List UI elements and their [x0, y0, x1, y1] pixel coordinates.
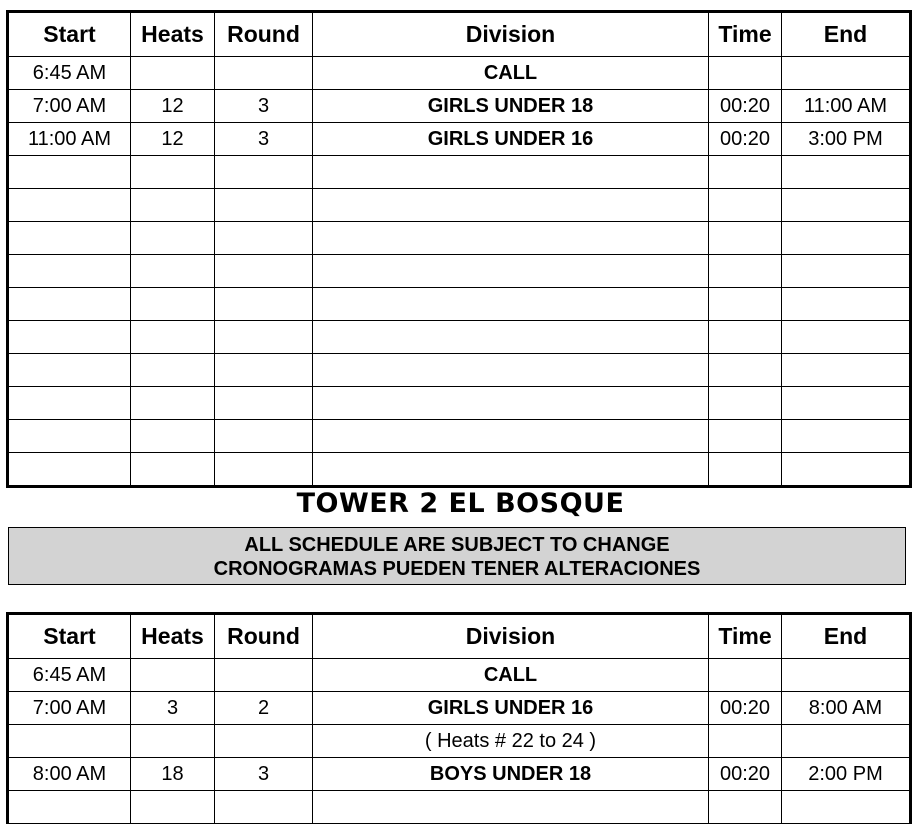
cell-start [9, 189, 131, 222]
cell-time [709, 57, 782, 90]
schedule-notice [8, 527, 906, 585]
cell-start [9, 387, 131, 420]
cell-round [215, 453, 313, 486]
notice-line-english: ALL SCHEDULE ARE SUBJECT TO CHANGE [244, 534, 670, 556]
cell-heats [131, 387, 215, 420]
cell-end [782, 387, 910, 420]
cell-heats: 12 [131, 123, 215, 156]
cell-start [9, 288, 131, 321]
table-row [9, 354, 910, 387]
cell-heats [131, 255, 215, 288]
cell-heats [131, 659, 215, 692]
cell-end [782, 321, 910, 354]
cell-end [782, 725, 910, 758]
cell-start: 7:00 AM [9, 692, 131, 725]
table-row [9, 222, 910, 255]
cell-round [215, 725, 313, 758]
cell-time [709, 387, 782, 420]
table-row [9, 156, 910, 189]
cell-heats [131, 420, 215, 453]
cell-division [313, 222, 709, 255]
cell-division: CALL [313, 659, 709, 692]
cell-round [215, 288, 313, 321]
cell-end [782, 791, 910, 824]
cell-time [709, 255, 782, 288]
cell-time [709, 725, 782, 758]
cell-round: 3 [215, 90, 313, 123]
cell-end [782, 659, 910, 692]
cell-end: 11:00 AM [782, 90, 910, 123]
cell-end [782, 189, 910, 222]
cell-time [709, 420, 782, 453]
header-heats: Heats [131, 13, 215, 57]
cell-division: ( Heats # 22 to 24 ) [313, 725, 709, 758]
cell-heats [131, 189, 215, 222]
cell-end: 2:00 PM [782, 758, 910, 791]
cell-division [313, 354, 709, 387]
cell-end [782, 222, 910, 255]
cell-round [215, 659, 313, 692]
cell-heats [131, 288, 215, 321]
table-row [9, 288, 910, 321]
cell-heats: 18 [131, 758, 215, 791]
table-row [9, 758, 910, 791]
cell-start [9, 255, 131, 288]
notice-line-spanish: CRONOGRAMAS PUEDEN TENER ALTERACIONES [213, 558, 701, 580]
table-row [9, 90, 910, 123]
cell-round [215, 420, 313, 453]
header-division: Division [313, 615, 709, 659]
cell-end [782, 420, 910, 453]
cell-heats [131, 156, 215, 189]
cell-end: 8:00 AM [782, 692, 910, 725]
cell-division [313, 453, 709, 486]
cell-heats [131, 791, 215, 824]
table-row [9, 387, 910, 420]
cell-time [709, 189, 782, 222]
header-round: Round [215, 615, 313, 659]
cell-start [9, 453, 131, 486]
cell-division: BOYS UNDER 18 [313, 758, 709, 791]
cell-start [9, 321, 131, 354]
cell-start: 8:00 AM [9, 758, 131, 791]
table-row [9, 725, 910, 758]
header-start: Start [9, 13, 131, 57]
cell-round [215, 255, 313, 288]
cell-time [709, 659, 782, 692]
cell-time [709, 791, 782, 824]
header-heats: Heats [131, 615, 215, 659]
cell-round: 3 [215, 123, 313, 156]
cell-division [313, 255, 709, 288]
cell-round: 3 [215, 758, 313, 791]
cell-division [313, 791, 709, 824]
cell-division: GIRLS UNDER 16 [313, 692, 709, 725]
cell-heats [131, 453, 215, 486]
cell-time [709, 156, 782, 189]
cell-start [9, 354, 131, 387]
cell-division [313, 156, 709, 189]
table-row [9, 123, 910, 156]
table-row [9, 57, 910, 90]
cell-heats [131, 57, 215, 90]
cell-time: 00:20 [709, 90, 782, 123]
table-row [9, 189, 910, 222]
header-time: Time [709, 13, 782, 57]
table-row [9, 420, 910, 453]
cell-division [313, 387, 709, 420]
cell-start [9, 725, 131, 758]
cell-heats: 3 [131, 692, 215, 725]
cell-heats [131, 222, 215, 255]
cell-start: 11:00 AM [9, 123, 131, 156]
cell-round: 2 [215, 692, 313, 725]
cell-start [9, 222, 131, 255]
cell-division [313, 321, 709, 354]
cell-time: 00:20 [709, 692, 782, 725]
cell-round [215, 57, 313, 90]
header-start: Start [9, 615, 131, 659]
cell-heats [131, 725, 215, 758]
table-row [9, 659, 910, 692]
cell-start: 6:45 AM [9, 57, 131, 90]
cell-division: GIRLS UNDER 16 [313, 123, 709, 156]
header-row [9, 615, 910, 659]
cell-time [709, 288, 782, 321]
cell-end [782, 255, 910, 288]
table-row [9, 692, 910, 725]
cell-time [709, 354, 782, 387]
cell-end: 3:00 PM [782, 123, 910, 156]
cell-heats [131, 354, 215, 387]
tower-title: TOWER 2 EL BOSQUE [296, 488, 625, 519]
header-division: Division [313, 13, 709, 57]
cell-round [215, 387, 313, 420]
cell-end [782, 288, 910, 321]
cell-start [9, 791, 131, 824]
cell-round [215, 222, 313, 255]
schedule-table-2 [8, 614, 910, 824]
cell-division: CALL [313, 57, 709, 90]
cell-end [782, 57, 910, 90]
cell-heats [131, 321, 215, 354]
cell-round [215, 189, 313, 222]
cell-end [782, 354, 910, 387]
cell-round [215, 791, 313, 824]
cell-round [215, 354, 313, 387]
header-time: Time [709, 615, 782, 659]
header-end: End [782, 13, 910, 57]
table-row [9, 453, 910, 486]
header-round: Round [215, 13, 313, 57]
table-row [9, 321, 910, 354]
cell-division [313, 420, 709, 453]
cell-round [215, 321, 313, 354]
cell-time [709, 453, 782, 486]
header-end: End [782, 615, 910, 659]
cell-start [9, 420, 131, 453]
header-row [9, 13, 910, 57]
cell-round [215, 156, 313, 189]
cell-time [709, 222, 782, 255]
table-row [9, 791, 910, 824]
cell-time [709, 321, 782, 354]
cell-division [313, 189, 709, 222]
schedule-table-1 [8, 12, 910, 486]
cell-start: 7:00 AM [9, 90, 131, 123]
cell-end [782, 453, 910, 486]
cell-division: GIRLS UNDER 18 [313, 90, 709, 123]
cell-heats: 12 [131, 90, 215, 123]
cell-time: 00:20 [709, 758, 782, 791]
table-row [9, 255, 910, 288]
cell-division [313, 288, 709, 321]
cell-start [9, 156, 131, 189]
cell-time: 00:20 [709, 123, 782, 156]
cell-end [782, 156, 910, 189]
cell-start: 6:45 AM [9, 659, 131, 692]
